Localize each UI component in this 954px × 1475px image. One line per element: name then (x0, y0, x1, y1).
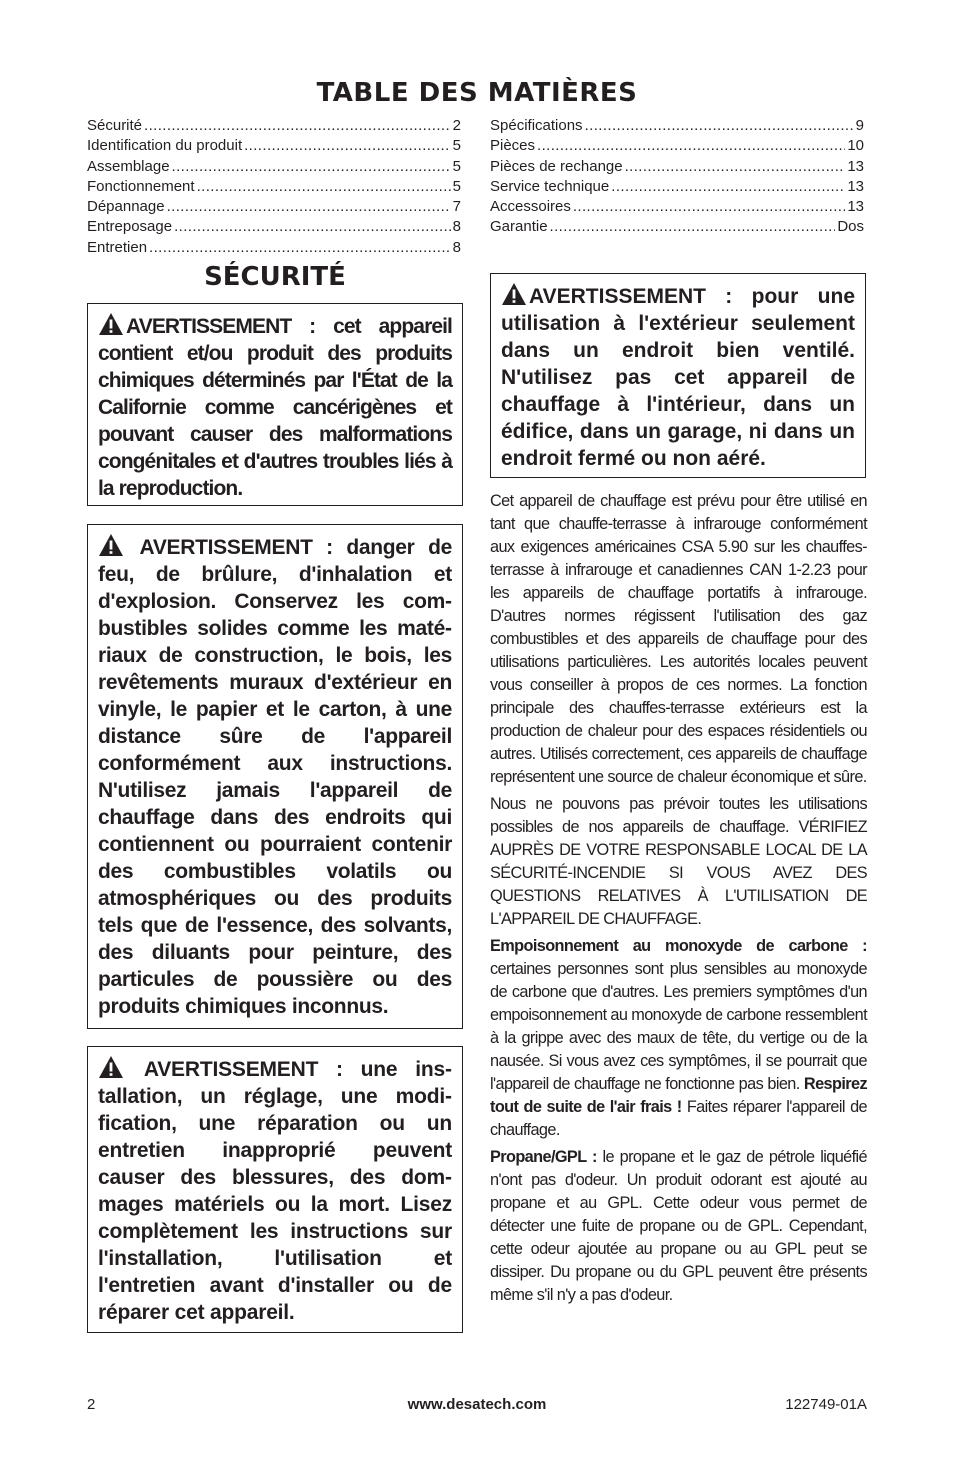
toc-entry-page: 13 (847, 198, 864, 216)
toc-entry-label: Entreposage (87, 218, 173, 236)
warning-triangle-icon (98, 312, 124, 336)
toc-entry-page: 2 (452, 117, 461, 134)
toc-entry (87, 217, 461, 237)
warning-triangle-icon (98, 1055, 124, 1079)
warning-text: AVERTISSEMENT : pour une utilisation à l'extérieur seulement dans un endroit bien ventilé. N'utilisez pas cet appareil de chauffage à l'intérieur, dans un édifice, dans un garage, ni dans un endroit fermé ou non aéré. (501, 285, 855, 470)
toc-entry (87, 238, 461, 258)
section-title-securite: SÉCURITÉ (204, 262, 346, 292)
warning-triangle-icon (501, 282, 527, 306)
toc-entry-label: Garantie (490, 218, 548, 236)
carbon-monoxide-label: Empoisonnement au monoxyde de carbone : (490, 937, 867, 955)
toc-entry (490, 136, 864, 156)
toc-entry-page: 5 (452, 177, 461, 195)
carbon-monoxide-end: Faites réparer l'appareil de chauffage. (490, 1098, 868, 1139)
toc-right-column (490, 116, 864, 238)
toc-entry-label: Spécifications (490, 117, 583, 134)
toc-entry-label: Identification du produit (87, 137, 243, 155)
toc-leader-dots (625, 157, 846, 177)
toc-entry-page: 8 (452, 238, 461, 256)
toc-leader-dots (172, 157, 451, 177)
toc-entry (87, 177, 461, 197)
toc-entry (87, 136, 461, 156)
warning-box-outdoor-use (490, 273, 866, 478)
toc-entry (490, 217, 864, 237)
toc-entry-label: Sécurité (87, 117, 143, 134)
paragraph-fire-official: Nous ne pouvons pas prévoir toutes les utilisations possibles de nos appareils de chauffage. VÉRIFIEZ AUPRÈS DE VOTRE RESPONSABLE LOCAL DE LA SÉCURITÉ-INCENDIE SI VOUS AVEZ DES QUESTIONS RELATIVES À L'UTILISATION DE L'APPAREIL DE CHAUFFAGE. (490, 795, 867, 928)
carbon-monoxide-text: certaines personnes sont plus sensibles au monoxyde de carbone que d'autres. Les premiers symptômes d'un empoisonnement au monoxyde de carbone ressemblent à la grippe avec des maux de tête, du vertige ou de la nausée. Si vous avez ces symptômes, il se pourrait que l'appareil de chauffage ne fonctionne pas bien. (490, 960, 867, 1093)
toc-leader-dots (144, 116, 451, 136)
toc-entry-page: 8 (452, 218, 461, 236)
toc-entry-page: 5 (452, 157, 461, 175)
warning-box-california (87, 303, 463, 506)
toc-leader-dots (585, 116, 854, 136)
toc-entry-label: Service technique (490, 177, 610, 195)
propane-label: Propane/GPL : (490, 1148, 597, 1166)
warning-text: AVERTISSEMENT : danger de feu, de brûlure, d'inhalation et d'explosion. Conservez les combustibles solides comme les matériaux de construction, le bois, les revêtements muraux d'extérieur en vinyle, le papier et le carton, à une distance sûre de l'appareil conformément aux instructions. N'utilisez jamais l'appareil de chauffage dans des endroits qui contiennent ou pourraient contenir des combustibles volatils ou atmosphériques ou des produits tels que de l'essence, des solvants, des diluants pour peinture, des particules de poussière ou des produits chimiques inconnus. (98, 536, 452, 1018)
toc-entry-label: Accessoires (490, 198, 571, 216)
warning-box-installation (87, 1046, 463, 1333)
toc-entry-page: 9 (855, 117, 864, 134)
warning-box-fire-danger (87, 524, 463, 1029)
toc-title: TABLE DES MATIÈRES (316, 78, 638, 108)
toc-entry (490, 116, 864, 136)
toc-leader-dots (149, 238, 451, 258)
toc-entry-label: Fonctionnement (87, 177, 195, 195)
toc-leader-dots (197, 177, 451, 197)
toc-entry-page: 13 (847, 157, 864, 175)
toc-leader-dots (244, 136, 451, 156)
toc-entry-label: Dépannage (87, 198, 165, 216)
footer-url: www.desatech.com (407, 1396, 547, 1413)
toc-leader-dots (573, 197, 845, 217)
safety-body-text (490, 490, 867, 1311)
document-code: 122749-01A (785, 1396, 867, 1413)
toc-entry (490, 177, 864, 197)
toc-entry (87, 197, 461, 217)
toc-leader-dots (537, 136, 845, 156)
toc-entry-label: Entretien (87, 238, 148, 256)
toc-entry-page: 7 (452, 198, 461, 216)
warning-triangle-icon (98, 533, 124, 557)
warning-text: AVERTISSEMENT : cet appareil contient et/ou produit des produits chimiques déterminés par l'État de la Californie comme cancérigènes et pouvant causer des malformations congénitales et d'autres troubles liés à la reproduction. (98, 315, 452, 500)
toc-entry-page: 5 (452, 137, 461, 155)
toc-entry (87, 157, 461, 177)
toc-entry (490, 157, 864, 177)
toc-left-column (87, 116, 461, 258)
propane-text: le propane et le gaz de pétrole liquéfié n'ont pas d'odeur. Un produit odorant est ajouté au propane et au GPL. Cette odeur vous permet de détecter une fuite de propane ou de GPL. Cependant, cette odeur ajoutée au propane ou au GPL peut se dissiper. Du propane ou du GPL peuvent être présents même s'il n'y a pas d'odeur. (490, 1148, 867, 1304)
toc-entry-label: Assemblage (87, 157, 170, 175)
toc-entry-label: Pièces de rechange (490, 157, 623, 175)
toc-leader-dots (167, 197, 451, 217)
fresh-air-instruction: Respirez tout de suite de l'air frais ! (490, 1075, 867, 1116)
warning-text: AVERTISSEMENT : une installation, un réglage, une modification, une réparation ou un entretien inapproprié peuvent causer des blessures, des dommages matériels ou la mort. Lisez complètement les instructions sur l'installation, l'utilisation et l'entretien avant d'installer ou de réparer cet appareil. (98, 1058, 452, 1324)
toc-entry-label: Pièces (490, 137, 536, 155)
toc-entry-page: Dos (837, 218, 864, 236)
toc-entry-page: 13 (847, 177, 864, 195)
toc-leader-dots (550, 217, 836, 237)
paragraph-propane (490, 1146, 867, 1307)
page-number: 2 (87, 1396, 96, 1413)
toc-leader-dots (611, 177, 845, 197)
toc-entry-page: 10 (847, 137, 864, 155)
toc-entry (490, 197, 864, 217)
paragraph-standards: Cet appareil de chauffage est prévu pour être utilisé en tant que chauffe-terrasse à infrarouge conformément aux exigences américaines CSA 5.90 sur les chauffes-terrasse à infrarouge et canadiennes CAN 1-2.23 pour les appareils de chauffage portatifs à infrarouge. D'autres normes régissent l'utilisation des gaz combustibles et des appareils de chauffage pour des utilisations particulières. Les autorités locales peuvent vous conseiller à propos de ces normes. La fonction principale des chauffes-terrasse extérieurs est la production de chaleur pour des espaces résidentiels ou autres. Utilisés correctement, ces appareils de chauffage représentent une source de chaleur économique et sûre. (490, 492, 867, 786)
toc-leader-dots (174, 217, 451, 237)
paragraph-carbon-monoxide (490, 935, 867, 1142)
toc-entry (87, 116, 461, 136)
